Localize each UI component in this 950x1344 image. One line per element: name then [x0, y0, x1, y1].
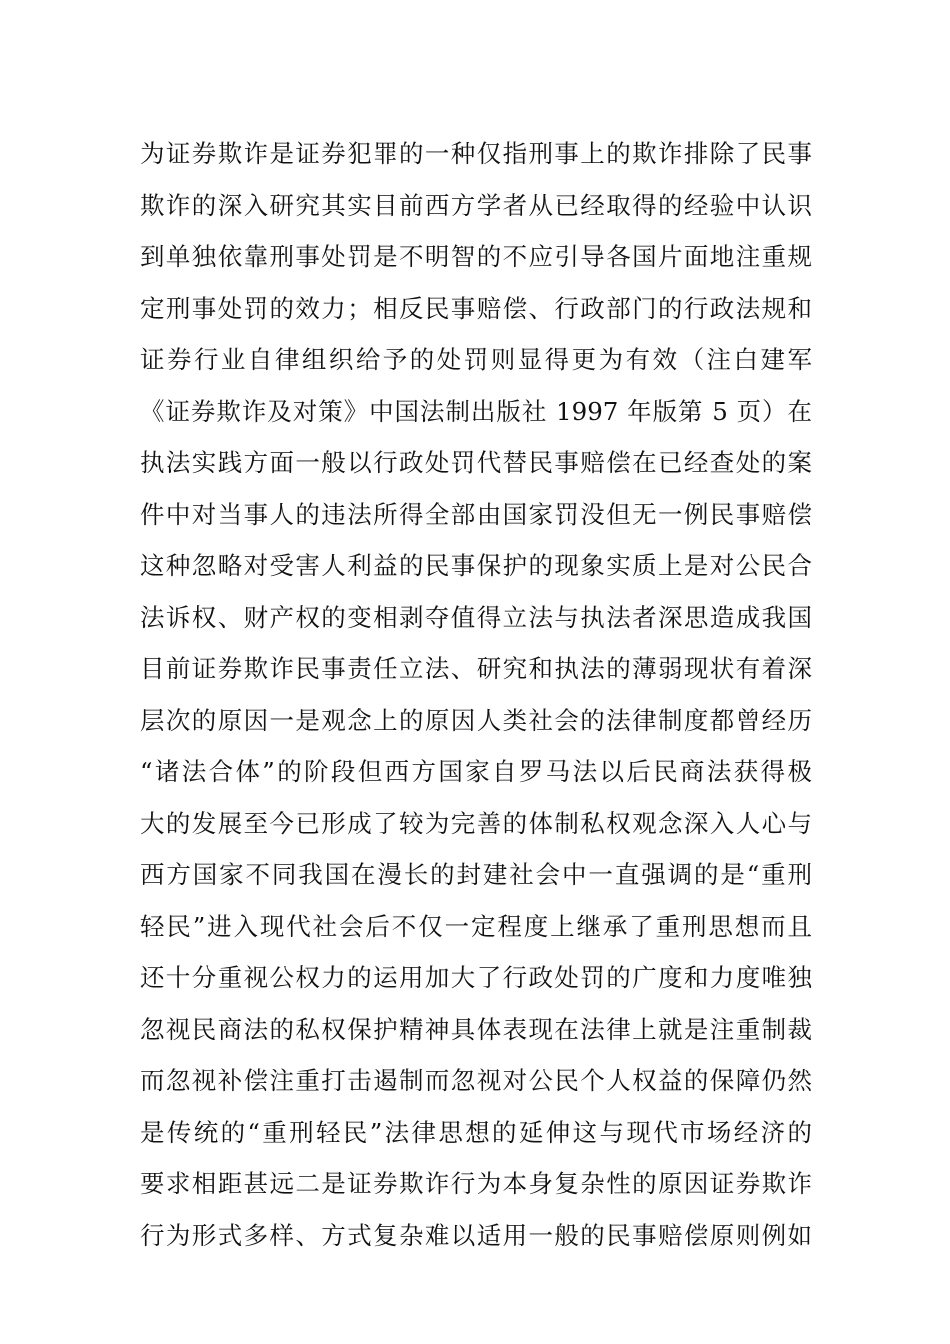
- text-line: 法诉权、财产权的变相剥夺值得立法与执法者深思造成我国: [140, 602, 812, 632]
- text-line: 要求相距甚远二是证券欺诈行为本身复杂性的原因证券欺诈: [140, 1169, 812, 1198]
- text-line: 轻民”进入现代社会后不仅一定程度上继承了重刑思想而且: [140, 911, 812, 941]
- text-line: 还十分重视公权力的运用加大了行政处罚的广度和力度唯独: [140, 963, 812, 992]
- text-line: 行为形式多样、方式复杂难以适用一般的民事赔偿原则例如: [140, 1220, 812, 1250]
- text-line: 目前证券欺诈民事责任立法、研究和执法的薄弱现状有着深: [140, 654, 812, 683]
- text-line: 到单独依靠刑事处罚是不明智的不应引导各国片面地注重规: [140, 242, 812, 271]
- text-line: 忽视民商法的私权保护精神具体表现在法律上就是注重制裁: [140, 1014, 812, 1044]
- text-line: 西方国家不同我国在漫长的封建社会中一直强调的是“重刑: [140, 860, 812, 889]
- text-line: 定刑事处罚的效力；相反民事赔偿、行政部门的行政法规和: [140, 293, 812, 323]
- text-line: 是传统的“重刑轻民”法律思想的延伸这与现代市场经济的: [140, 1117, 812, 1147]
- text-line: 件中对当事人的违法所得全部由国家罚没但无一例民事赔偿: [140, 499, 812, 529]
- text-line: 层次的原因一是观念上的原因人类社会的法律制度都曾经历: [140, 705, 812, 735]
- text-line: 而忽视补偿注重打击遏制而忽视对公民个人权益的保障仍然: [140, 1066, 812, 1095]
- text-line: 为证券欺诈是证券犯罪的一种仅指刑事上的欺诈排除了民事: [140, 139, 812, 168]
- text-line: 执法实践方面一般以行政处罚代替民事赔偿在已经查处的案: [140, 448, 812, 477]
- text-line: 欺诈的深入研究其实目前西方学者从已经取得的经验中认识: [140, 190, 812, 220]
- text-line: 大的发展至今已形成了较为完善的体制私权观念深入人心与: [140, 808, 812, 838]
- body-text: [140, 128, 812, 1261]
- text-line: 证券行业自律组织给予的处罚则显得更为有效（注白建军: [140, 345, 812, 374]
- text-line: 这种忽略对受害人利益的民事保护的现象实质上是对公民合: [140, 551, 812, 580]
- text-line: “诸法合体”的阶段但西方国家自罗马法以后民商法获得极: [140, 757, 812, 786]
- text-line: 《证券欺诈及对策》中国法制出版社 1997 年版第 5 页）在: [140, 396, 812, 426]
